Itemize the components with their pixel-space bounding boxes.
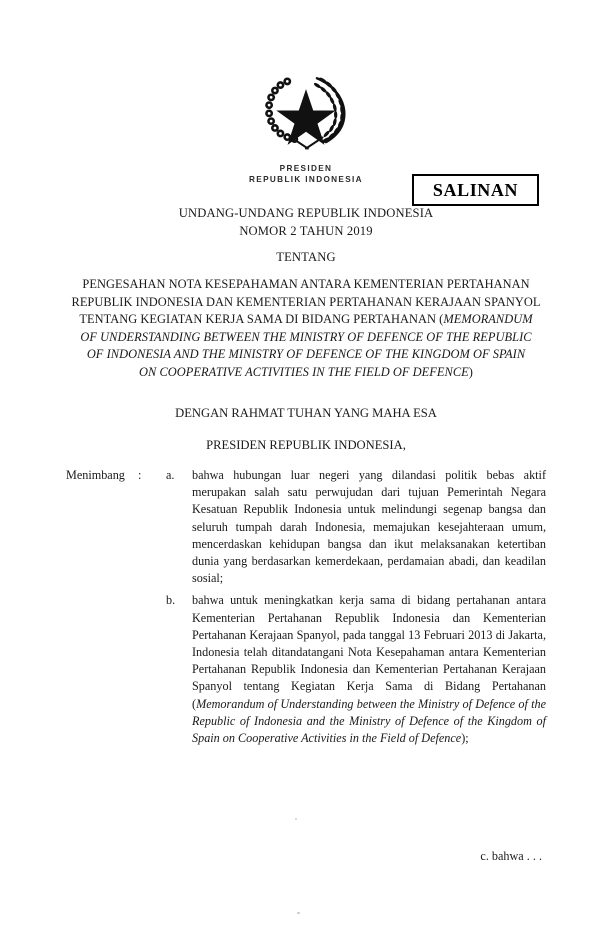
title-subject-line-3 [56, 311, 556, 329]
considering-text-b-part1: bahwa untuk meningkatkan kerja sama di bidang pertahanan antara Kementerian Pertahanan Republik Indonesia dan Kementerian Pertahanan Kerajaan Spanyol, pada tanggal 13 Februari 2013 di Jakarta, Indonesia telah ditandatangani Nota Kesepahaman antara Kementerian Pertahanan Republik Indonesia dan Kementerian Pertahanan Kerajaan Spanyol tentang Kegiatan Kerja Sama di Bidang Pertahanan ( [192, 593, 546, 711]
emblem-container [0, 70, 612, 184]
considering-marker-a: a. [166, 468, 175, 482]
emblem-caption-line2: REPUBLIK INDONESIA [249, 175, 363, 184]
title-subject-line-4 [56, 329, 556, 347]
page-continuation-note: c. bahwa . . . [480, 849, 542, 863]
title-subject-line-5-italic: OF INDONESIA AND THE MINISTRY OF DEFENCE OF THE KINGDOM OF SPAIN [86, 347, 526, 362]
title-subject-line-5 [56, 346, 556, 364]
considering-colon: : [138, 468, 142, 482]
scan-speck [297, 912, 300, 914]
document-header [0, 70, 612, 200]
salinan-stamp-label: SALINAN [432, 179, 519, 200]
considering-label: Menimbang [66, 468, 125, 482]
document-title-block [56, 204, 556, 382]
considering-item-a [66, 467, 546, 587]
title-subject-line-6-italic: ON COOPERATIVE ACTIVITIES IN THE FIELD OF DEFENCE [139, 364, 469, 379]
scan-speck-secondary [295, 818, 297, 820]
title-subject-line-6-close: ) [468, 364, 473, 379]
title-subject-line-3-plain: TENTANG KEGIATAN KERJA SAMA DI BIDANG PERTAHANAN ( [79, 312, 444, 327]
indonesia-presidential-seal-icon [260, 70, 352, 154]
title-subject-line-4-italic: OF UNDERSTANDING BETWEEN THE MINISTRY OF DEFENCE OF THE REPUBLIC [80, 329, 532, 344]
preamble-line-1: DENGAN RAHMAT TUHAN YANG MAHA ESA [175, 406, 437, 420]
considering-text-a: bahwa hubungan luar negeri yang dilandasi politik bebas aktif merupakan salah satu perwujudan dari tujuan Pemerintah Negara Kesatuan Republik Indonesia untuk melindungi segenap bangsa dan seluruh tumpah darah Indonesia, memajukan kesejahteraan umum, mencerdaskan kehidupan bangsa dan ikut melaksanakan ketertiban dunia yang berdasarkan kemerdekaan, perdamaian abadi, dan keadilan sosial; [192, 468, 546, 586]
considering-text-b [192, 592, 546, 747]
considering-text-b-part2: ); [461, 731, 469, 746]
title-subject-line-2: REPUBLIK INDONESIA DAN KEMENTERIAN PERTAHANAN KERAJAAN SPANYOL [71, 294, 541, 309]
document-preamble [56, 404, 556, 454]
preamble-line-2: PRESIDEN REPUBLIK INDONESIA, [206, 438, 406, 452]
considering-text-b-italic: Memorandum of Understanding between the Ministry of Defence of the Republic of Indonesia and the Ministry of Defence of the Kingdom of Spain on Cooperative Activities in the Field of Defence [192, 696, 546, 746]
emblem-caption-line1: PRESIDEN [279, 164, 333, 173]
salinan-stamp [412, 174, 539, 206]
title-subject-line-1: PENGESAHAN NOTA KESEPAHAMAN ANTARA KEMENTERIAN PERTAHANAN [82, 277, 530, 291]
title-subject-line-3-italic: MEMORANDUM [443, 312, 533, 327]
considering-marker-b: b. [166, 593, 176, 608]
title-line-2: NOMOR 2 TAHUN 2019 [239, 224, 373, 238]
title-subject-line-6 [56, 364, 556, 382]
title-line-3: TENTANG [276, 250, 336, 264]
considering-item-b [66, 592, 546, 747]
considering-section [66, 467, 546, 747]
title-line-1: UNDANG-UNDANG REPUBLIK INDONESIA [178, 206, 434, 220]
